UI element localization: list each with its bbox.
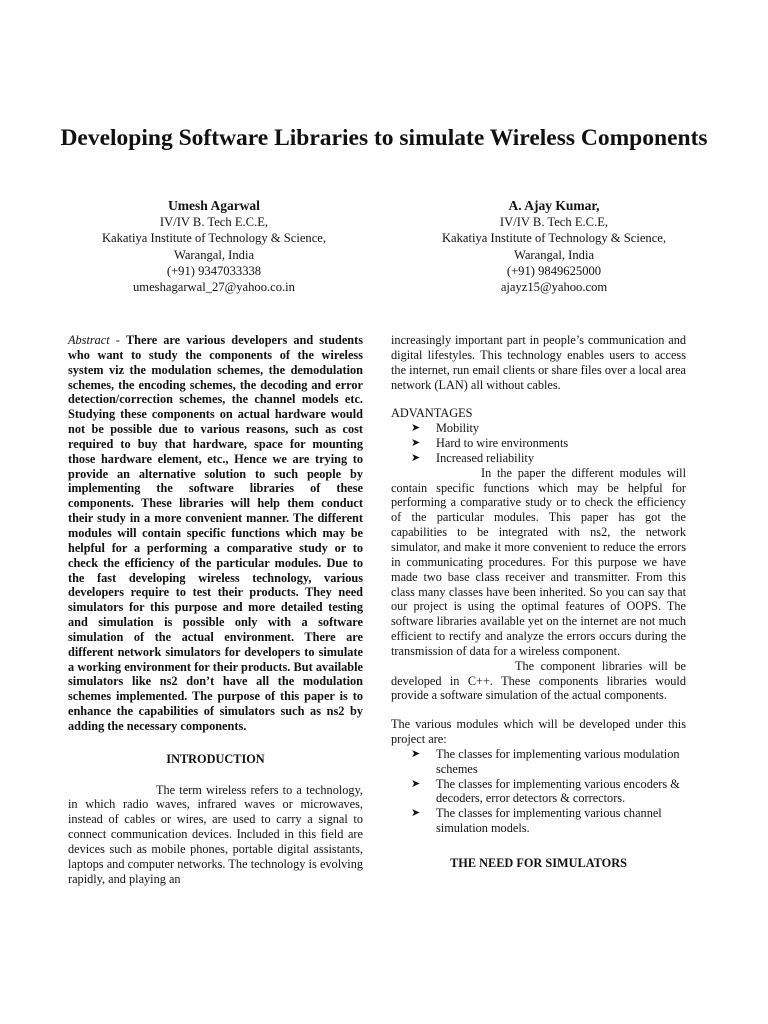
introduction-text: The term wireless refers to a technology, in which radio waves, infrared waves or microwaves, instead of cables or wires, are used to carry a signal to connect communication devices. Included in this field are devices such as mobile phones, portable digital assistants, laptops and computer networks. The technology is evolving rapidly, and playing an xyxy=(68,782,363,886)
author-email: umeshagarwal_27@yahoo.co.in xyxy=(133,280,295,295)
arrowhead-bullet-icon: ➤ xyxy=(411,776,421,790)
arrowhead-bullet-icon: ➤ xyxy=(411,806,421,820)
modules-list xyxy=(391,747,686,836)
author-phone: (+91) 9849625000 xyxy=(506,263,602,278)
introduction-continuation: increasingly important part in people’s communication and digital lifestyles. This technology enables users to access the internet, run email clients or share files over a local area network (LAN) all without cables. xyxy=(391,333,686,392)
list-item: ➤ Increased reliability xyxy=(411,450,534,465)
author-degree: IV/IV B. Tech E.C.E, xyxy=(159,215,269,230)
arrowhead-bullet-icon: ➤ xyxy=(411,746,421,760)
list-item: ➤ Mobility xyxy=(411,421,480,436)
paper-title: Developing Software Libraries to simulate Wireless Components xyxy=(60,125,708,151)
abstract-label: Abstract - xyxy=(68,333,126,347)
advantages-title: ADVANTAGES xyxy=(391,406,473,421)
author-institute: Kakatiya Institute of Technology & Science, xyxy=(441,231,667,246)
author-location: Warangal, India xyxy=(173,247,255,262)
author-phone: (+91) 9347033338 xyxy=(166,263,262,278)
abstract-text: There are various developers and students who want to study the components of the wireless system viz the modulation schemes, the demodulation schemes, the encoding schemes, the decoding and error detection/correction schemes, the channel models etc. Studying these components on actual hardware would not be possible due to various reasons, such as cost required to buy that hardware, space for mounting those hardware element, etc., Hence we are trying to provide an alternative solution to such people by implementing the software libraries of these components. These libraries will help them conduct their study in a more convenient manner. The different modules will contain specific functions which may be helpful for a performing a comparative study or to check the efficiency of the particular modules. Due to the fast developing wireless technology, various developers require to test their products. They need simulators for this purpose and more detailed testing and simulation is possible only with a software simulation of the actual environment. There are different network simulators for developers to simulate a working environment for their products. But available simulators like ns2 don’t have all the modulation schemes implemented. The purpose of this paper is to enhance the capabilities of simulators such as ns2 by adding the necessary components. xyxy=(68,333,364,733)
body-paragraph: In the paper the different modules will contain specific functions which may be helpful for performing a comparative study or to check the efficiency of the particular modules. This paper has got the capabilities to be integrated with ns2, the network simulator, and make it more convenient to reduce the errors in communicating procedures. For this purpose we have made two base class receiver and transmitter. From this class many classes have been inherited. So you can say that our project is using the optimal features of OOPS. The software libraries available yet on the internet are not much efficient to rectify and analyze the errors occurs during the transmission of data for a wireless component. xyxy=(391,465,686,658)
section-heading-need-for-simulators: THE NEED FOR SIMULATORS xyxy=(450,856,627,870)
author-email: ajayz15@yahoo.com xyxy=(500,280,608,295)
author-degree: IV/IV B. Tech E.C.E, xyxy=(499,215,609,230)
left-column xyxy=(68,333,363,887)
author-block-2 xyxy=(404,198,704,295)
list-item: ➤ The classes for implementing various modulation schemes xyxy=(411,746,680,776)
abstract xyxy=(68,333,363,734)
arrowhead-bullet-icon: ➤ xyxy=(411,450,421,464)
author-name: Umesh Agarwal xyxy=(168,198,260,213)
modules-intro: The various modules which will be developed under this project are: xyxy=(391,717,686,747)
section-heading-introduction: INTRODUCTION xyxy=(166,751,265,766)
body-paragraph: The component libraries will be developed in C++. These components libraries would provide a software simulation of the actual components. xyxy=(391,658,686,703)
arrowhead-bullet-icon: ➤ xyxy=(411,421,421,435)
author-location: Warangal, India xyxy=(513,247,595,262)
list-item: ➤ Hard to wire environments xyxy=(411,436,569,451)
author-institute: Kakatiya Institute of Technology & Science, xyxy=(101,231,327,246)
list-item: ➤ The classes for implementing various encoders & decoders, error detectors & correctors. xyxy=(411,776,680,806)
list-item: ➤ The classes for implementing various channel simulation models. xyxy=(411,806,662,836)
author-block-1 xyxy=(64,198,364,295)
right-column xyxy=(391,333,686,871)
arrowhead-bullet-icon: ➤ xyxy=(411,436,421,450)
advantages-list xyxy=(391,421,686,466)
author-name: A. Ajay Kumar, xyxy=(508,198,600,213)
